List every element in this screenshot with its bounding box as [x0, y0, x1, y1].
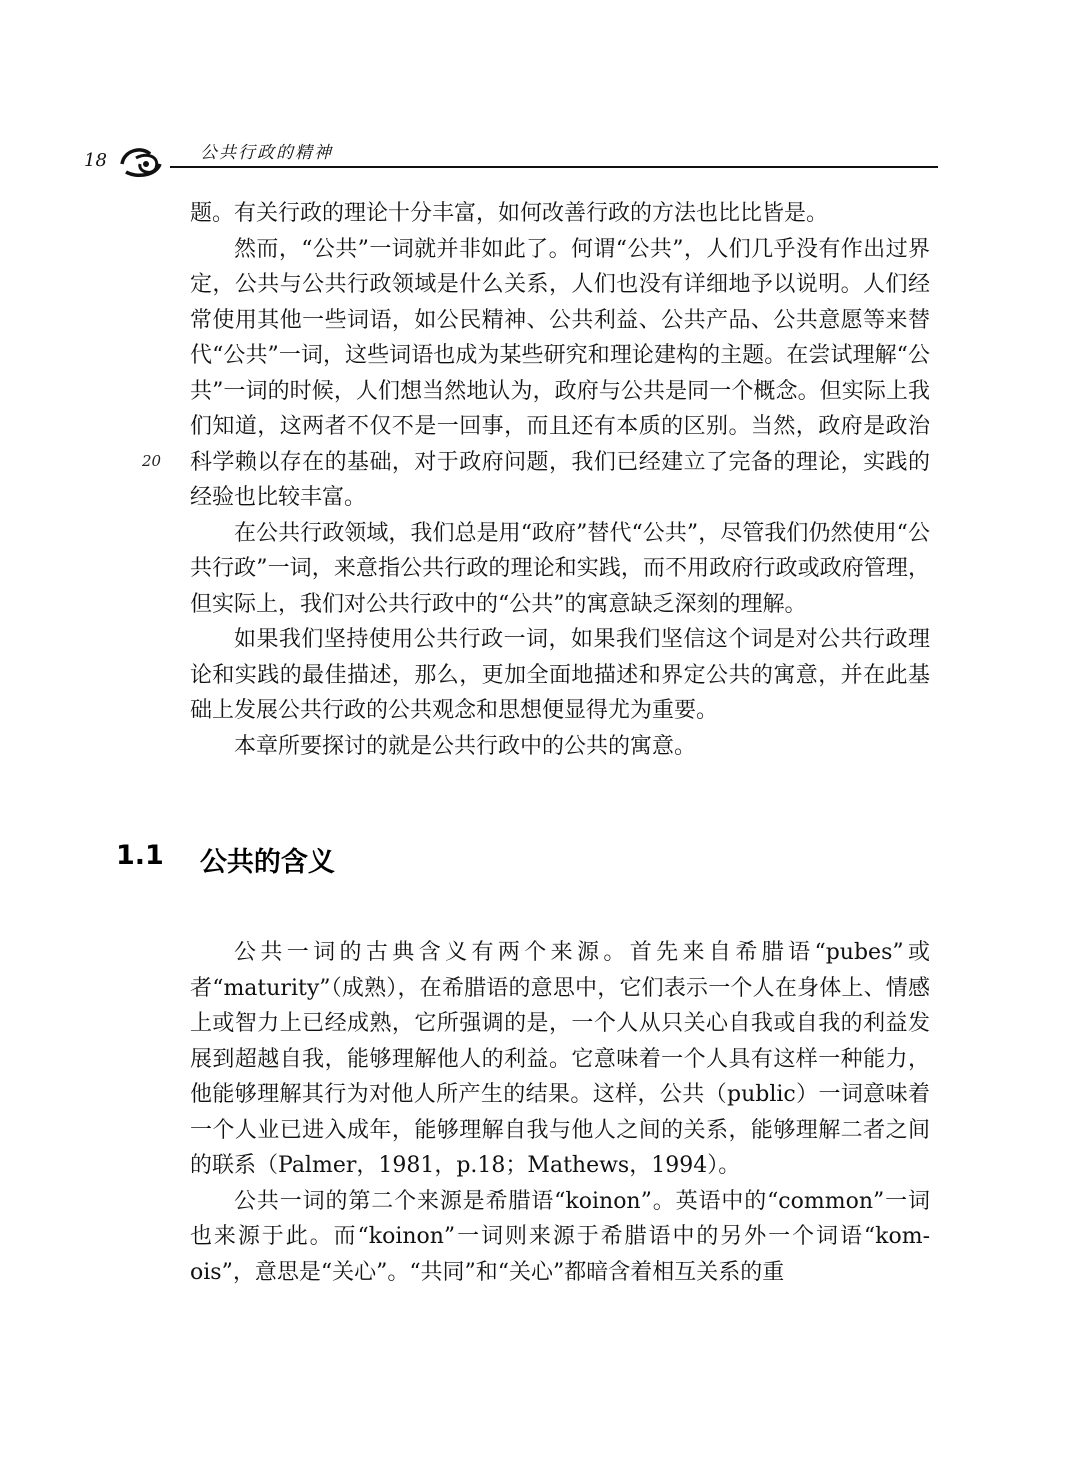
paragraph: 然而，“公共”一词就并非如此了。何谓“公共”，人们几乎没有作出过界定，公共与公共行政领域是什么关系，人们也没有详细地予以说明。人们经常使用其他一些词语，如公民精神、公共利益、公共产品、公共意愿等来替代“公共”一词，这些词语也成为某些研究和理论建构的主题。在尝试理解“公共”一词的时候，人们想当然地认为，政府与公共是同一个概念。但实际上我们知道，这两者不仅不是一回事，而且还有本质的区别。当然，政府是政治科学赖以存在的基础，对于政府问题，我们已经建立了完备的理论，实践的经验也比较丰富。 [190, 236, 930, 510]
paragraph: 在公共行政领域，我们总是用“政府”替代“公共”，尽管我们仍然使用“公共行政”一词，来意指公共行政的理论和实践，而不用政府行政或政府管理，但实际上，我们对公共行政中的“公共”的寓意缺乏深刻的理解。 [190, 520, 930, 617]
header-rule [170, 166, 938, 168]
section-number: 1.1 [116, 840, 164, 871]
paragraph: 如果我们坚持使用公共行政一词，如果我们坚信这个词是对公共行政理论和实践的最佳描述，那么，更加全面地描述和界定公共的寓意，并在此基础上发展公共行政的公共观念和思想便显得尤为重要。 [190, 627, 930, 723]
body-text-top [190, 196, 930, 764]
body-text-bottom [190, 935, 930, 1290]
page-number: 18 [84, 150, 107, 171]
publisher-logo-icon [116, 142, 172, 182]
section-heading [116, 840, 335, 879]
paragraph: 题。有关行政的理论十分丰富，如何改善行政的方法也比比皆是。 [190, 201, 829, 226]
running-title: 公共行政的精神 [200, 143, 333, 163]
paragraph: 本章所要探讨的就是公共行政中的公共的寓意。 [234, 733, 697, 759]
paragraph: 公共一词的第二个来源是希腊语“koinon”。英语中的“common”一词也来源于此。而“koinon”一词则来源于希腊语中的另外一个词语“kom-ois”，意思是“关心”。“共同”和“关心”都暗含着相互关系的重 [190, 1188, 930, 1285]
margin-line-number: 20 [142, 452, 162, 470]
section-title: 公共的含义 [199, 847, 335, 878]
paragraph: 公共一词的古典含义有两个来源。首先来自希腊语“pubes”或者“maturity”（成熟），在希腊语的意思中，它们表示一个人在身体上、情感上或智力上已经成熟，它所强调的是，一个人从只关心自我或自我的利益发展到超越自我，能够理解他人的利益。它意味着一个人具有这样一种能力，他能够理解其行为对他人所产生的结果。这样，公共（public）一词意味着一个人业已进入成年，能够理解自我与他人之间的关系，能够理解二者之间的联系（Palmer，1981，p.18；Mathews，1994）。 [190, 940, 930, 1178]
